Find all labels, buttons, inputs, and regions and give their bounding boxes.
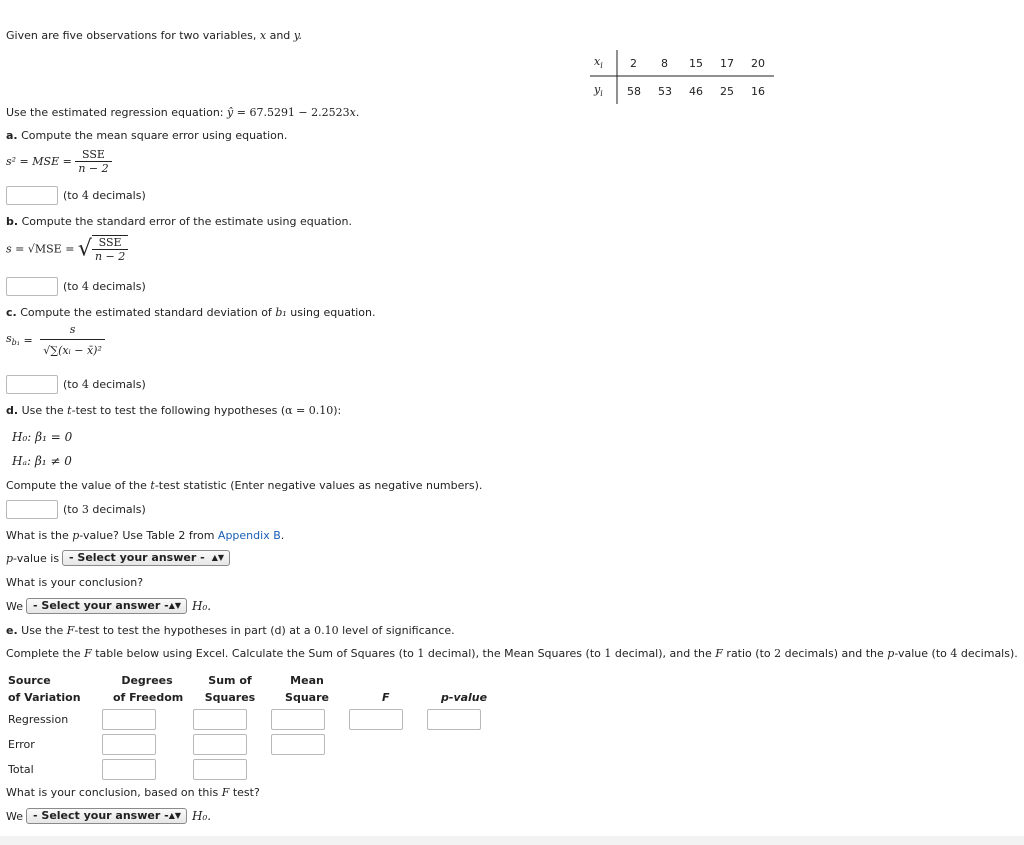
h0-label: H₀.	[192, 599, 212, 613]
we-label-2: We	[6, 810, 23, 823]
part-a-question: a. Compute the mean square error using equation.	[6, 129, 288, 142]
h0-label-2: H₀.	[192, 809, 212, 823]
regression-equation: Use the estimated regression equation: ŷ = 67.5291 − 2.2523x.	[6, 106, 360, 119]
x-value: 2	[630, 57, 637, 70]
regression-ms-input[interactable]	[271, 709, 325, 730]
f-ratio-input[interactable]	[349, 709, 403, 730]
f-test-conclusion-select[interactable]: - Select your answer - ▲▼	[26, 808, 187, 824]
p-value-question: What is the p-value? Use Table 2 from Appendix B.	[6, 529, 285, 542]
error-ss-input[interactable]	[193, 734, 247, 755]
row-label-error: Error	[8, 738, 35, 751]
y-value: 46	[689, 85, 703, 98]
p-value-label: p-value is	[6, 552, 60, 565]
y-header: $y_i$	[594, 83, 603, 99]
total-df-input[interactable]	[102, 759, 156, 780]
row-label-regression: Regression	[8, 713, 69, 726]
y-value: 53	[658, 85, 672, 98]
t-stat-input[interactable]	[6, 500, 58, 519]
header-df: Degrees of Freedom	[113, 674, 184, 704]
y-value: 58	[627, 85, 641, 98]
part-d-hint: (to 3 decimals)	[63, 503, 146, 516]
select-arrows-icon: ▲▼	[168, 601, 181, 610]
f-test-conclusion-question: What is your conclusion, based on this F test?	[6, 786, 260, 799]
header-ms: Mean Square	[285, 674, 329, 704]
x-header: $x_i$	[594, 55, 603, 71]
part-e-question: e. Use the F-test to test the hypotheses in part (d) at a 0.10 level of significance.	[6, 624, 455, 637]
standard-error-input[interactable]	[6, 277, 58, 296]
select-arrows-icon: ▲▼	[168, 811, 181, 820]
null-hypothesis: H₀: β₁ = 0	[12, 430, 73, 444]
y-value: 25	[720, 85, 734, 98]
header-ss: Sum of Squares	[204, 674, 256, 704]
we-label: We	[6, 600, 23, 613]
part-c-question: c. Compute the estimated standard deviation of b₁ using equation.	[6, 306, 376, 319]
standard-error-equation: s = √MSE = √ $\frac{\text{SSE}}{n - 2}$	[6, 235, 128, 263]
header-source: Source of Variation	[8, 674, 81, 704]
x-value: 17	[720, 57, 734, 70]
error-df-input[interactable]	[102, 734, 156, 755]
appendix-b-link[interactable]: Appendix B	[217, 529, 281, 542]
part-d-question: d. Use the t-test to test the following hypotheses (α = 0.10):	[6, 404, 342, 417]
alt-hypothesis: Hₐ: β₁ ≠ 0	[12, 454, 72, 468]
mse-input[interactable]	[6, 186, 58, 205]
intro-text: Given are five observations for two variables, x and y.	[6, 29, 303, 42]
row-label-total: Total	[8, 763, 34, 776]
header-p-value: p-value	[441, 691, 488, 704]
p-value-input[interactable]	[427, 709, 481, 730]
sb1-equation: $s_{b_1}$ = $\frac{s}{\text{√∑(xᵢ − x̄)²}}$	[6, 323, 105, 357]
x-value: 8	[661, 57, 668, 70]
part-c-hint: (to 4 decimals)	[63, 378, 146, 391]
mse-equation: s² = MSE = $\frac{\text{SSE}}{n - 2}$	[6, 148, 112, 175]
x-value: 20	[751, 57, 765, 70]
x-value: 15	[689, 57, 703, 70]
part-b-question: b. Compute the standard error of the estimate using equation.	[6, 215, 352, 228]
regression-df-input[interactable]	[102, 709, 156, 730]
select-arrows-icon: ▲▼	[211, 553, 224, 562]
part-a-hint: (to 4 decimals)	[63, 189, 146, 202]
total-ss-input[interactable]	[193, 759, 247, 780]
t-test-conclusion-select[interactable]: - Select your answer - ▲▼	[26, 598, 187, 614]
y-value: 16	[751, 85, 765, 98]
part-b-hint: (to 4 decimals)	[63, 280, 146, 293]
regression-ss-input[interactable]	[193, 709, 247, 730]
anova-instruction: Complete the F table below using Excel. Calculate the Sum of Squares (to 1 decimal), the Mean Squares (to 1 decimal), and the F ratio (to 2 decimals) and the p-value (to 4 decimals).	[6, 647, 1018, 660]
p-value-select[interactable]: - Select your answer - ▲▼	[62, 550, 230, 566]
t-stat-instruction: Compute the value of the t-test statistic (Enter negative values as negative numbers).	[6, 479, 483, 492]
bottom-bar	[0, 836, 1024, 845]
conclusion-question: What is your conclusion?	[6, 576, 144, 589]
error-ms-input[interactable]	[271, 734, 325, 755]
header-f: F	[382, 691, 390, 704]
sb1-input[interactable]	[6, 375, 58, 394]
